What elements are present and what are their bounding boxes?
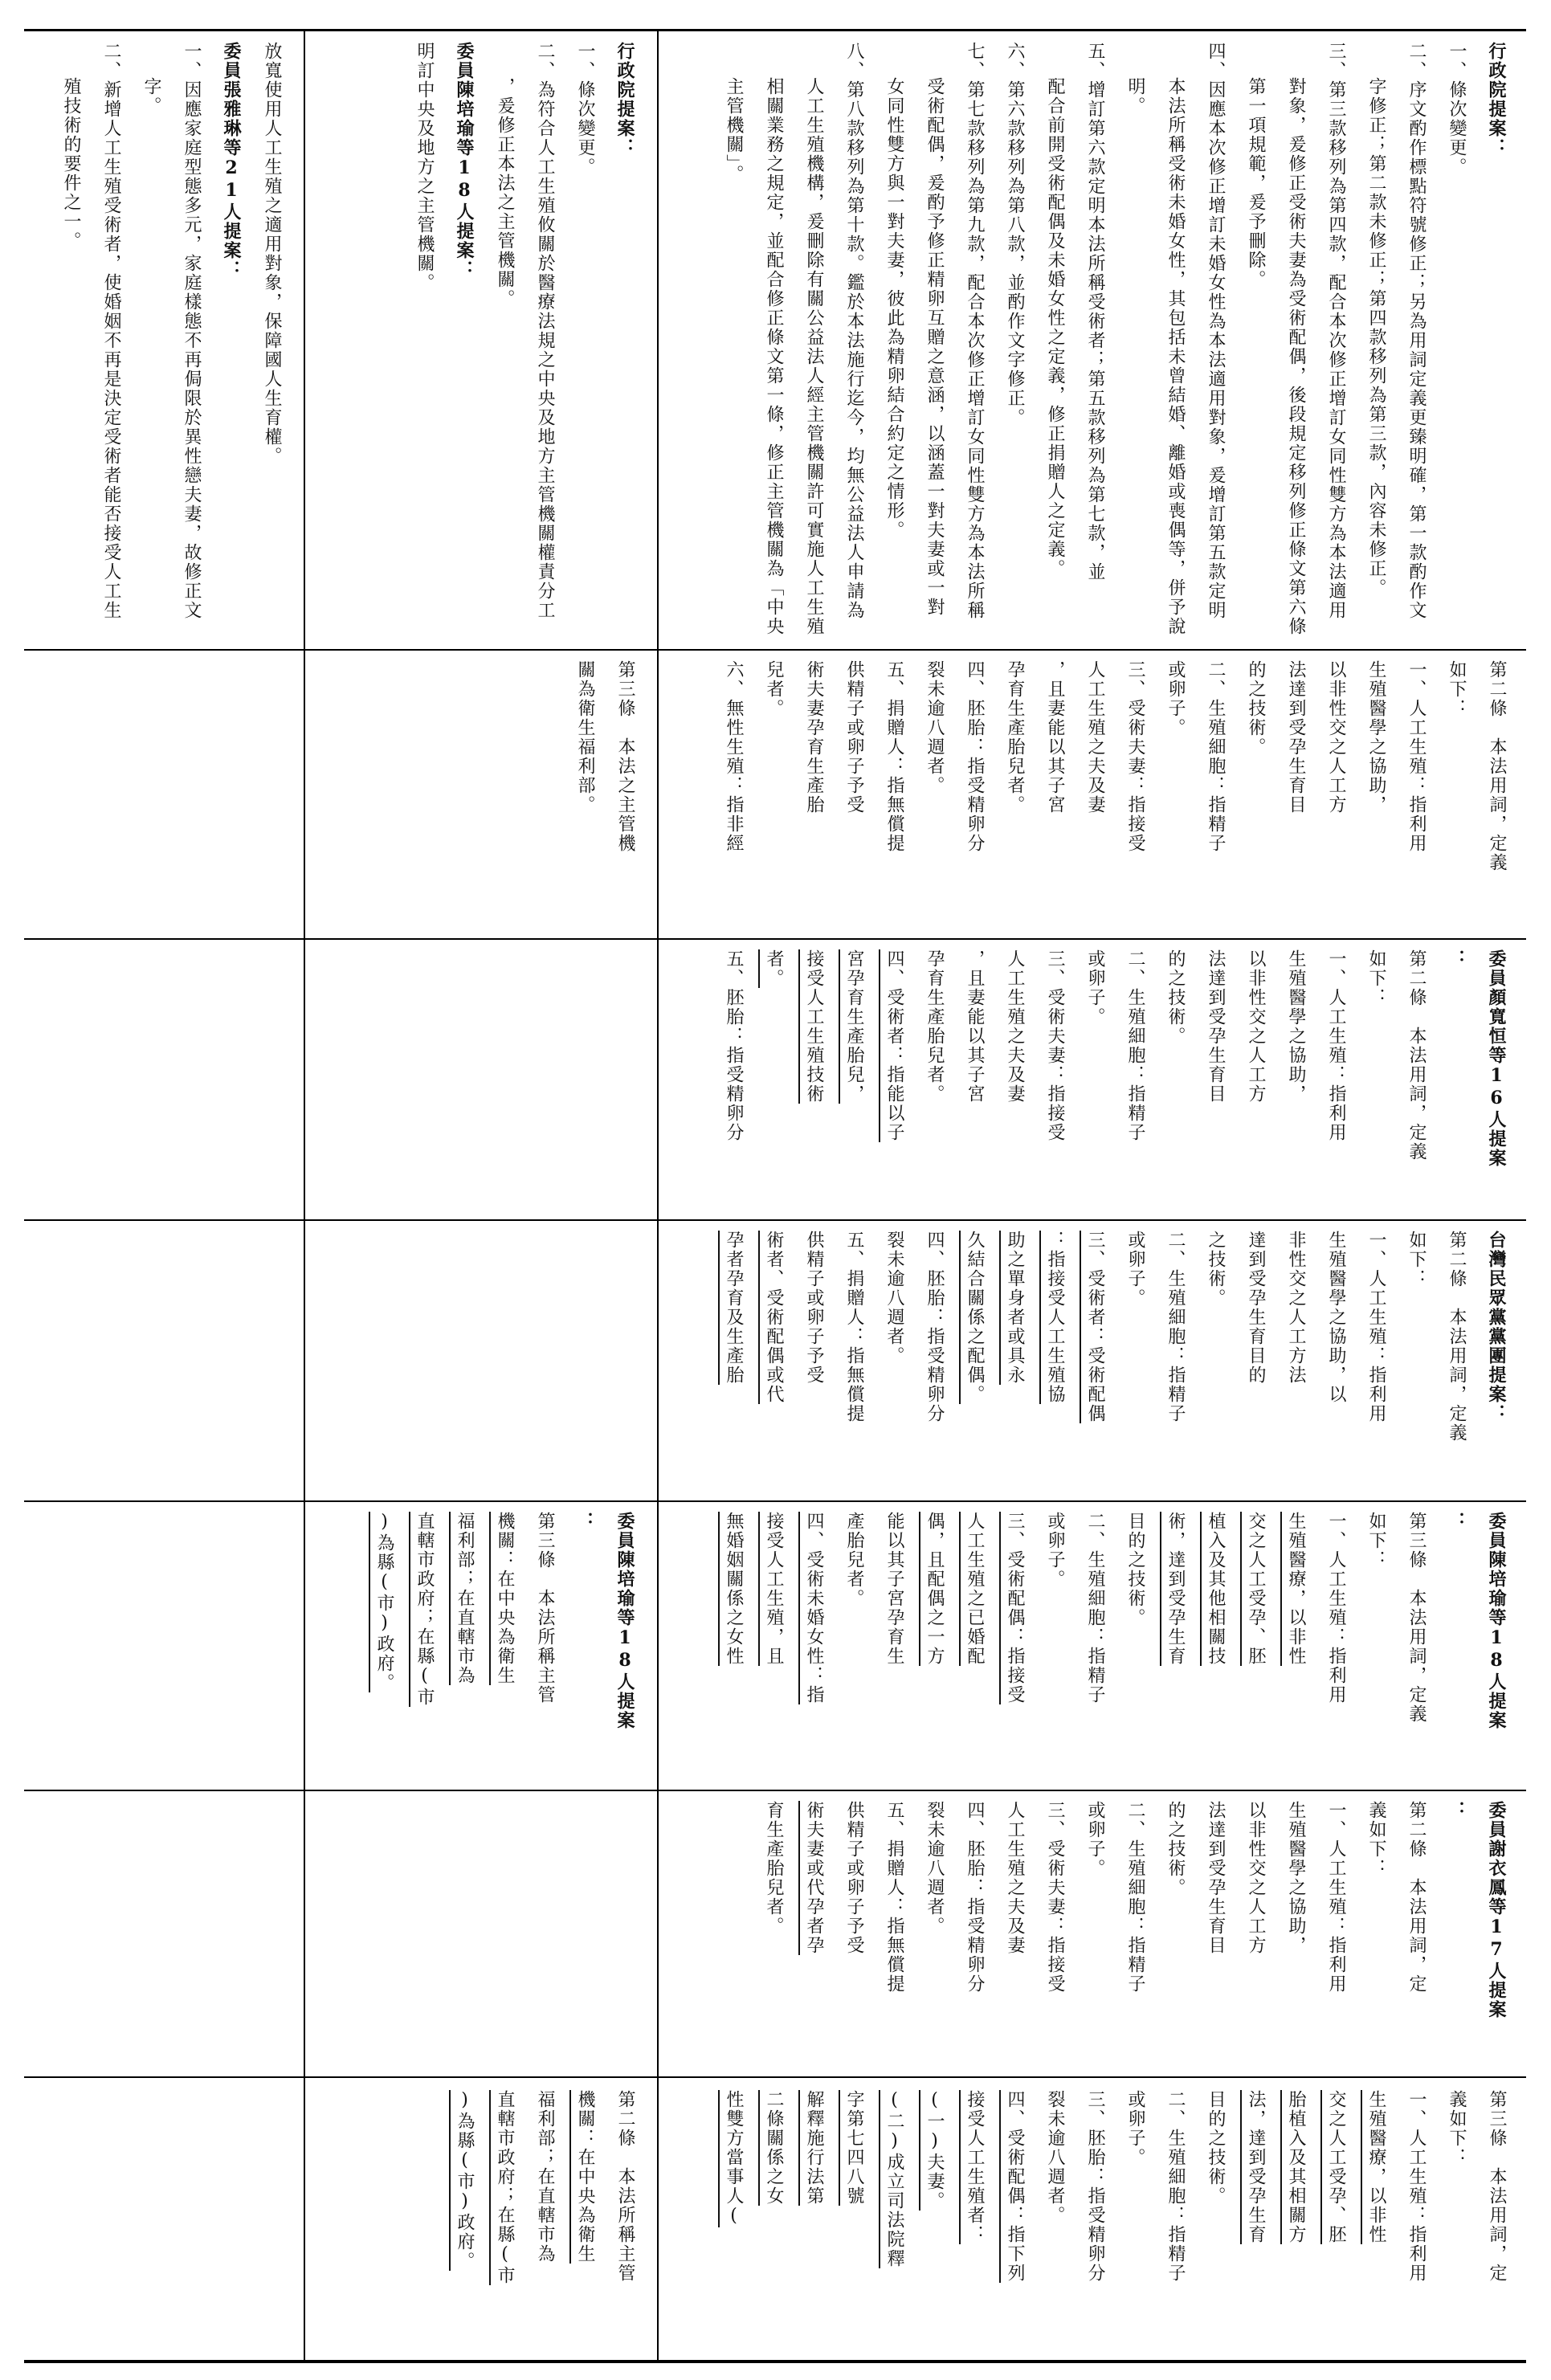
- text-line: 以非性交之人工方: [1326, 660, 1346, 814]
- text-line: 以非性交之人工方: [1246, 1801, 1266, 1955]
- text-line: 法達到受孕生育目: [1286, 660, 1306, 814]
- column-divider: [24, 649, 305, 651]
- text-line: 第二條 本法用詞，定: [1406, 1801, 1427, 1994]
- text-line: 二、序文酌作標點符號修正；另為用詞定義更臻明確，第一款酌作文: [1406, 42, 1427, 620]
- column-divider: [659, 2076, 1526, 2078]
- text-line: 受術配偶，爰酌予修正精卵互贈之意涵，以涵蓋一對夫妻或一對: [924, 77, 945, 617]
- text-line: 六、無性生殖：指非經: [724, 660, 744, 853]
- text-line: 第三條 本法用詞，定: [1487, 2090, 1507, 2283]
- col-3-article-2: [668, 1512, 1516, 1781]
- text-line: 直轄市政府；在縣(市: [495, 2090, 515, 2285]
- text-line: 福利部；在直轄市為: [535, 2090, 555, 2264]
- text-line: 二、生殖細胞：指精子: [1085, 1512, 1105, 1704]
- text-line: 四、胚胎：指受精卵分: [924, 1231, 945, 1423]
- text-line: 三、胚胎：指受精卵分: [1085, 2090, 1105, 2283]
- column-divider: [305, 938, 657, 940]
- text-line: 如下：: [1447, 660, 1467, 718]
- text-line: 目的之技術。: [1125, 1512, 1145, 1627]
- text-line: 偶，且配偶之一方: [924, 1512, 945, 1666]
- text-line: 行政院提案：: [614, 42, 635, 157]
- text-line: 一、人工生殖：指利用: [1406, 660, 1427, 853]
- row-divider-1: [304, 31, 305, 2363]
- text-line: 字第七四八號: [844, 2090, 864, 2206]
- text-line: 對象，爰修正受術夫妻為受術配偶，後段規定移列修正條文第六條: [1286, 77, 1306, 636]
- text-line: 三、受術者：受術配偶: [1085, 1231, 1105, 1423]
- col-4-article-2: [668, 1231, 1516, 1492]
- text-line: 或卵子。: [1045, 1512, 1065, 1589]
- text-line: 第一項規範，爰予刪除。: [1246, 77, 1266, 289]
- text-line: 一、人工生殖：指利用: [1366, 1231, 1386, 1423]
- column-divider: [24, 1500, 305, 1502]
- text-line: 一、人工生殖：指利用: [1326, 1512, 1346, 1704]
- text-line: 二、新增人工生殖受術者，使婚姻不再是決定受術者能否接受人工生: [101, 42, 121, 620]
- text-line: 字修正；第二款未修正；第四款移列為第三款，內容未修正。: [1366, 77, 1386, 598]
- text-line: 裂未逾八週者。: [924, 1801, 945, 1936]
- text-line: 福利部；在直轄市為: [455, 1512, 475, 1685]
- text-line: 如下：: [1366, 1512, 1386, 1570]
- col-1-article-3: [319, 2090, 645, 2351]
- column-divider: [659, 1500, 1526, 1502]
- text-line: 行政院提案：: [1486, 42, 1507, 157]
- row-divider-2: [657, 31, 659, 2363]
- text-line: ：: [574, 1512, 595, 1531]
- text-line: 生殖醫療，以非性: [1366, 2090, 1386, 2244]
- col-7-article-2: [668, 42, 1516, 640]
- text-line: 配合前開受術配偶及未婚女性之定義，修正捐贈人之定義。: [1045, 77, 1065, 578]
- text-line: 宮孕育生產胎兒，: [844, 949, 864, 1104]
- col-4-article-3: [319, 1231, 645, 1492]
- text-line: (二)成立司法院釋: [884, 2090, 904, 2268]
- text-line: 非性交之人工方法: [1286, 1231, 1306, 1385]
- text-line: 四、胚胎：指受精卵分: [965, 1801, 985, 1994]
- col-3-article-3: [319, 1512, 645, 1781]
- text-line: 委員張雅琳等21人提案：: [221, 42, 242, 280]
- col-5-article-2: [668, 949, 1516, 1210]
- text-line: 裂未逾八週者。: [924, 660, 945, 795]
- text-line: 四、因應本次修正增訂未婚女性為本法適用對象，爰增訂第五款定明: [1206, 42, 1226, 620]
- text-line: 者。: [764, 949, 784, 988]
- text-line: 三、第三款移列為第四款，配合本次修正增訂女同性雙方為本法適用: [1326, 42, 1346, 620]
- column-divider: [659, 1790, 1526, 1791]
- text-line: 關為衛生福利部。: [575, 660, 595, 814]
- text-line: 的之技術。: [1246, 660, 1266, 757]
- text-line: 第三條 本法所稱主管: [535, 1512, 555, 1704]
- text-line: 五、胚胎：指受精卵分: [724, 949, 744, 1142]
- text-line: 解釋施行法第: [804, 2090, 824, 2206]
- text-line: 三、受術夫妻：指接受: [1045, 949, 1065, 1142]
- col-1-article-2: [668, 2090, 1516, 2351]
- text-line: 久結合關係之配偶。: [965, 1231, 985, 1404]
- col-7-article-3: [319, 42, 645, 640]
- text-line: 二、生殖細胞：指精子: [1165, 2090, 1186, 2283]
- text-line: 法達到受孕生育目: [1206, 1801, 1226, 1955]
- text-line: 術夫妻或代孕者孕: [804, 1801, 824, 1955]
- text-line: 委員陳培瑜等18人提案: [1486, 1512, 1507, 1730]
- text-line: 機關：在中央為衛生: [495, 1512, 515, 1685]
- text-line: 一、人工生殖：指利用: [1406, 2090, 1427, 2283]
- text-line: 第二條 本法用詞，定義: [1406, 949, 1427, 1161]
- text-line: 一、人工生殖：指利用: [1326, 1801, 1346, 1994]
- text-line: 的之技術。: [1165, 1801, 1186, 1897]
- text-line: 供精子或卵子予受: [804, 1231, 824, 1385]
- text-line: 性雙方當事人(: [724, 2090, 744, 2227]
- text-line: 裂未逾八週者。: [1045, 2090, 1065, 2225]
- text-line: 相關業務之規定，並配合修正條文第一條，修正主管機關為「中央: [764, 77, 784, 636]
- text-line: 二、生殖細胞：指精子: [1125, 949, 1145, 1142]
- text-line: 或卵子。: [1125, 1231, 1145, 1308]
- col-5-article-3: [319, 949, 645, 1210]
- column-divider: [659, 938, 1526, 940]
- col-3-article-1: [42, 1512, 292, 1781]
- text-line: 能以其子宮孕育生: [884, 1512, 904, 1666]
- column-divider: [659, 1219, 1526, 1221]
- text-line: 委員陳培瑜等18人提案: [614, 1512, 635, 1730]
- text-line: 生殖醫學之協助，: [1286, 949, 1306, 1104]
- text-line: 產胎兒者。: [844, 1512, 864, 1608]
- text-line: 或卵子。: [1085, 949, 1105, 1027]
- col-6-article-3: [319, 660, 645, 929]
- table-top-border: [24, 29, 1526, 31]
- col-2-article-1: [42, 1801, 292, 2066]
- col-6-article-1: [42, 660, 292, 929]
- text-line: ：: [1446, 1801, 1467, 1820]
- text-line: )為縣(市)政府。: [374, 1512, 394, 1692]
- text-line: 二條關係之女: [764, 2090, 784, 2206]
- text-line: 六、第六款移列為第八款，並酌作文字修正。: [1005, 42, 1025, 427]
- text-line: 或卵子。: [1165, 660, 1186, 737]
- column-divider: [305, 1219, 657, 1221]
- text-line: 五、捐贈人：指無償提: [884, 660, 904, 853]
- text-line: 人工生殖之已婚配: [965, 1512, 985, 1666]
- text-line: 本法所稱受術未婚女性，其包括未曾結婚、離婚或喪偶等，併予說: [1165, 77, 1186, 636]
- text-line: ：指接受人工生殖協: [1045, 1231, 1065, 1404]
- text-line: 機關：在中央為衛生: [575, 2090, 595, 2264]
- text-line: 放寬使用人工生殖之適用對象，保障國人生育權。: [262, 42, 282, 466]
- text-line: 義如下：: [1447, 2090, 1467, 2167]
- text-line: 三、受術夫妻：指接受: [1125, 660, 1145, 853]
- text-line: 一、條次變更。: [575, 42, 595, 177]
- text-line: 交之人工受孕、胚: [1246, 1512, 1266, 1666]
- column-divider: [24, 1219, 305, 1221]
- text-line: 四、受術者：指能以子: [884, 949, 904, 1142]
- text-line: 五、捐贈人：指無償提: [884, 1801, 904, 1994]
- col-5-article-1: [42, 949, 292, 1210]
- col-1-article-1: [42, 2090, 292, 2351]
- text-line: 孕育生產胎兒者。: [1005, 660, 1025, 814]
- text-line: ：: [1446, 949, 1467, 969]
- text-line: 直轄市政府；在縣(市: [414, 1512, 435, 1707]
- text-line: 明訂中央及地方之主管機關。: [414, 42, 435, 292]
- column-divider: [24, 1790, 305, 1791]
- text-line: 或卵子。: [1125, 2090, 1145, 2167]
- text-line: ，且妻能以其子宮: [965, 949, 985, 1104]
- text-line: 植入及其他相關技: [1206, 1512, 1226, 1666]
- column-divider: [305, 649, 657, 651]
- text-line: 如下：: [1406, 1231, 1427, 1288]
- text-line: 胎植入及其相關方: [1286, 2090, 1306, 2244]
- text-line: 女同性雙方與一對夫妻，彼此為精卵結合約定之情形。: [884, 77, 904, 540]
- text-line: 委員顏寬恒等16人提案: [1486, 949, 1507, 1168]
- text-line: 如下：: [1366, 949, 1386, 1007]
- text-line: 人工生殖之夫及妻: [1005, 949, 1025, 1104]
- text-line: 接受人工生殖，且: [764, 1512, 784, 1666]
- col-2-article-2: [668, 1801, 1516, 2066]
- text-line: 或卵子。: [1085, 1801, 1105, 1878]
- text-line: 育生產胎兒者。: [764, 1801, 784, 1936]
- text-line: (一)夫妻。: [924, 2090, 945, 2211]
- text-line: 八、第八款移列為第十款。鑑於本法施行迄今，均無公益法人申請為: [844, 42, 864, 620]
- col-7-article-1: [42, 42, 292, 640]
- text-line: 二、生殖細胞：指精子: [1206, 660, 1226, 853]
- text-line: 人工生殖之夫及妻: [1005, 1801, 1025, 1955]
- text-line: 的之技術。: [1165, 949, 1186, 1046]
- text-line: 法，達到受孕生育: [1246, 2090, 1266, 2244]
- text-line: 術夫妻孕育生產胎: [804, 660, 824, 814]
- text-line: 二、生殖細胞：指精子: [1125, 1801, 1145, 1994]
- text-line: 委員陳培瑜等18人提案：: [454, 42, 475, 280]
- text-line: 一、因應家庭型態多元，家庭樣態不再侷限於異性戀夫妻，故修正文: [182, 42, 202, 620]
- text-line: 四、胚胎：指受精卵分: [965, 660, 985, 853]
- text-line: 法達到受孕生育目: [1206, 949, 1226, 1104]
- text-line: 明。: [1125, 77, 1145, 116]
- table-bottom-border: [24, 2360, 1526, 2363]
- column-divider: [24, 2076, 305, 2078]
- text-line: 第二條 本法所稱主管: [615, 2090, 635, 2283]
- text-line: 五、捐贈人：指無償提: [844, 1231, 864, 1423]
- text-line: 三、受術夫妻：指接受: [1045, 1801, 1065, 1994]
- column-divider: [305, 2076, 657, 2078]
- text-line: 人工生殖之夫及妻: [1085, 660, 1105, 814]
- text-line: 第三條 本法之主管機: [615, 660, 635, 853]
- text-line: 生殖醫學之協助，: [1286, 1801, 1306, 1955]
- text-line: 術者、受術配偶或代: [764, 1231, 784, 1404]
- text-line: 二、為符合人工生殖攸關於醫療法規之中央及地方主管機關權責分工: [535, 42, 555, 620]
- text-line: 生殖醫學之協助，以: [1326, 1231, 1346, 1404]
- column-divider: [305, 1790, 657, 1791]
- text-line: 孕者孕育及生產胎: [724, 1231, 744, 1385]
- text-line: 四、受術配偶：指下列: [1005, 2090, 1025, 2283]
- col-4-article-1: [42, 1231, 292, 1492]
- text-line: 供精子或卵子予受: [844, 1801, 864, 1955]
- text-line: 生殖醫學之協助，: [1366, 660, 1386, 814]
- text-line: 人工生殖機構，爰刪除有關公益法人經主管機關許可實施人工生殖: [804, 77, 824, 636]
- text-line: 裂未逾八週者。: [884, 1231, 904, 1366]
- text-line: 交之人工受孕、胚: [1326, 2090, 1346, 2244]
- text-line: 孕育生產胎兒者。: [924, 949, 945, 1104]
- text-line: 四、受術未婚女性：指: [804, 1512, 824, 1704]
- column-divider: [659, 649, 1526, 651]
- text-line: 無婚姻關係之女性: [724, 1512, 744, 1666]
- text-line: 二、生殖細胞：指精子: [1165, 1231, 1186, 1423]
- text-line: 術，達到受孕生育: [1165, 1512, 1186, 1666]
- text-line: )為縣(市)政府。: [455, 2090, 475, 2271]
- text-line: 一、條次變更。: [1447, 42, 1467, 177]
- col-6-article-2: [668, 660, 1516, 929]
- text-line: 生殖醫療，以非性: [1286, 1512, 1306, 1666]
- text-line: 接受人工生殖者：: [965, 2090, 985, 2244]
- text-line: 委員謝衣鳳等17人提案: [1486, 1801, 1507, 2019]
- text-line: 供精子或卵子予受: [844, 660, 864, 814]
- text-line: 以非性交之人工方: [1246, 949, 1266, 1104]
- text-line: 第二條 本法用詞，定義: [1487, 660, 1507, 872]
- col-2-article-3: [319, 1801, 645, 2066]
- text-line: 目的之技術。: [1206, 2090, 1226, 2206]
- text-line: 達到受孕生育目的: [1246, 1231, 1266, 1385]
- text-line: 殖技術的要件之一。: [61, 77, 81, 251]
- text-line: ，且妻能以其子宮: [1045, 660, 1065, 814]
- text-line: ，爰修正本法之主管機關。: [495, 77, 515, 308]
- text-line: 助之單身者或具永: [1005, 1231, 1025, 1385]
- text-line: 字。: [141, 77, 161, 116]
- text-line: 義如下：: [1366, 1801, 1386, 1878]
- text-line: 第二條 本法用詞，定義: [1447, 1231, 1467, 1443]
- text-line: 兒者。: [764, 660, 784, 718]
- text-line: 一、人工生殖：指利用: [1326, 949, 1346, 1142]
- text-line: 七、第七款移列為第九款，配合本次修正增訂女同性雙方為本法所稱: [965, 42, 985, 620]
- text-line: 五、增訂第六款定明本法所稱受術者；第五款移列為第七款，並: [1085, 42, 1105, 582]
- column-divider: [24, 938, 305, 940]
- text-line: 主管機關」。: [724, 77, 744, 184]
- text-line: 接受人工生殖技術: [804, 949, 824, 1104]
- text-line: 第三條 本法用詞，定義: [1406, 1512, 1427, 1724]
- text-line: ：: [1446, 1512, 1467, 1531]
- text-line: 台灣民眾黨黨團提案：: [1486, 1231, 1507, 1423]
- column-divider: [305, 1500, 657, 1502]
- text-line: 三、受術配偶：指接受: [1005, 1512, 1025, 1704]
- text-line: 之技術。: [1206, 1231, 1226, 1308]
